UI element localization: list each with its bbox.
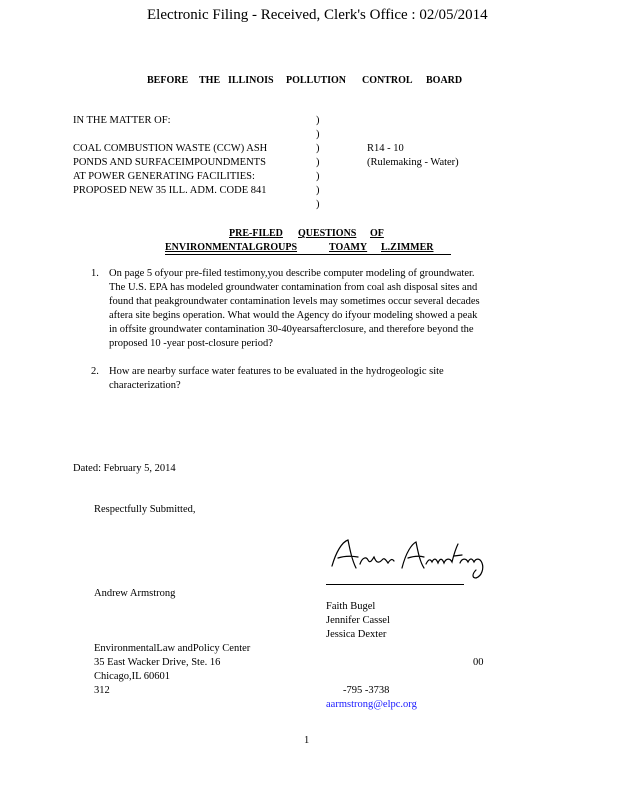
docket-type: (Rulemaking - Water) — [367, 157, 459, 168]
address-suite-suffix: 00 — [473, 657, 484, 668]
question-1-line: The U.S. EPA has modeled groundwater contamination from coal ash disposal sites and — [109, 282, 478, 293]
caption-line-2: PONDS AND SURFACEIMPOUNDMENTS — [73, 157, 266, 168]
co-signer: Jennifer Cassel — [326, 615, 390, 626]
question-1-line: aftera site begins operation. What would the Agency do ifyour modeling showed a peak — [109, 310, 478, 321]
caption-bracket: ) — [316, 199, 320, 210]
title-underline — [165, 254, 451, 255]
board-word-control: CONTROL — [362, 75, 413, 86]
question-2-line: How are nearby surface water features to be evaluated in the hydrogeologic site — [109, 366, 444, 377]
dated-line: Dated: February 5, 2014 — [73, 463, 176, 474]
caption-line-3: AT POWER GENERATING FACILITIES: — [73, 171, 255, 182]
title-word-toamy: TOAMY — [329, 242, 368, 253]
caption-bracket: ) — [316, 171, 320, 182]
title-word-zimmer: L.ZIMMER — [381, 242, 434, 253]
phone-area-code: 312 — [94, 685, 110, 696]
board-word-before: BEFORE — [147, 75, 189, 86]
caption-line-1: COAL COMBUSTION WASTE (CCW) ASH — [73, 143, 268, 154]
question-number: 2. — [91, 366, 99, 377]
board-word-illinois: ILLINOIS — [228, 75, 274, 86]
question-1-line: On page 5 ofyour pre-filed testimony,you describe computer modeling of groundwater. — [109, 268, 475, 279]
page-number: 1 — [304, 735, 310, 746]
docket-number: R14 - 10 — [367, 143, 404, 154]
board-word-pollution: POLLUTION — [286, 75, 347, 86]
board-word-board: BOARD — [426, 75, 463, 86]
phone-number: -795 -3738 — [343, 685, 390, 696]
filing-stamp: Electronic Filing - Received, Clerk's Office : 02/05/2014 — [147, 7, 488, 23]
caption-bracket: ) — [316, 185, 320, 196]
title-word-prefiled: PRE-FILED — [229, 228, 283, 239]
respectfully-submitted: Respectfully Submitted, — [94, 504, 196, 515]
signer-name: Andrew Armstrong — [94, 588, 176, 599]
question-1-line: found that peakgroundwater contamination levels may sometimes occur several decades — [109, 296, 480, 307]
question-2-line: characterization? — [109, 380, 181, 391]
question-1-line: proposed 10 -year post-closure period? — [109, 338, 273, 349]
title-word-environmentalgroups: ENVIRONMENTALGROUPS — [165, 242, 298, 253]
title-word-questions: QUESTIONS — [298, 228, 357, 239]
co-signer: Jessica Dexter — [326, 629, 387, 640]
matter-label: IN THE MATTER OF: — [73, 115, 171, 126]
co-signer: Faith Bugel — [326, 601, 376, 612]
title-word-of: OF — [370, 228, 384, 239]
question-1-line: in offsite groundwater contamination 30-40yearsafterclosure, and therefore beyond the — [109, 324, 474, 335]
address-org: EnvironmentalLaw andPolicy Center — [94, 643, 251, 654]
caption-bracket: ) — [316, 115, 320, 126]
question-number: 1. — [91, 268, 99, 279]
handwritten-signature — [326, 530, 498, 582]
caption-bracket: ) — [316, 157, 320, 168]
address-street: 35 East Wacker Drive, Ste. 16 — [94, 657, 221, 668]
signature-line — [326, 584, 464, 585]
board-word-the: THE — [199, 75, 221, 86]
address-city: Chicago,IL 60601 — [94, 671, 171, 682]
caption-bracket: ) — [316, 129, 320, 140]
caption-bracket: ) — [316, 143, 320, 154]
email-link[interactable]: aarmstrong@elpc.org — [326, 699, 417, 710]
caption-line-4: PROPOSED NEW 35 ILL. ADM. CODE 841 — [73, 185, 267, 196]
